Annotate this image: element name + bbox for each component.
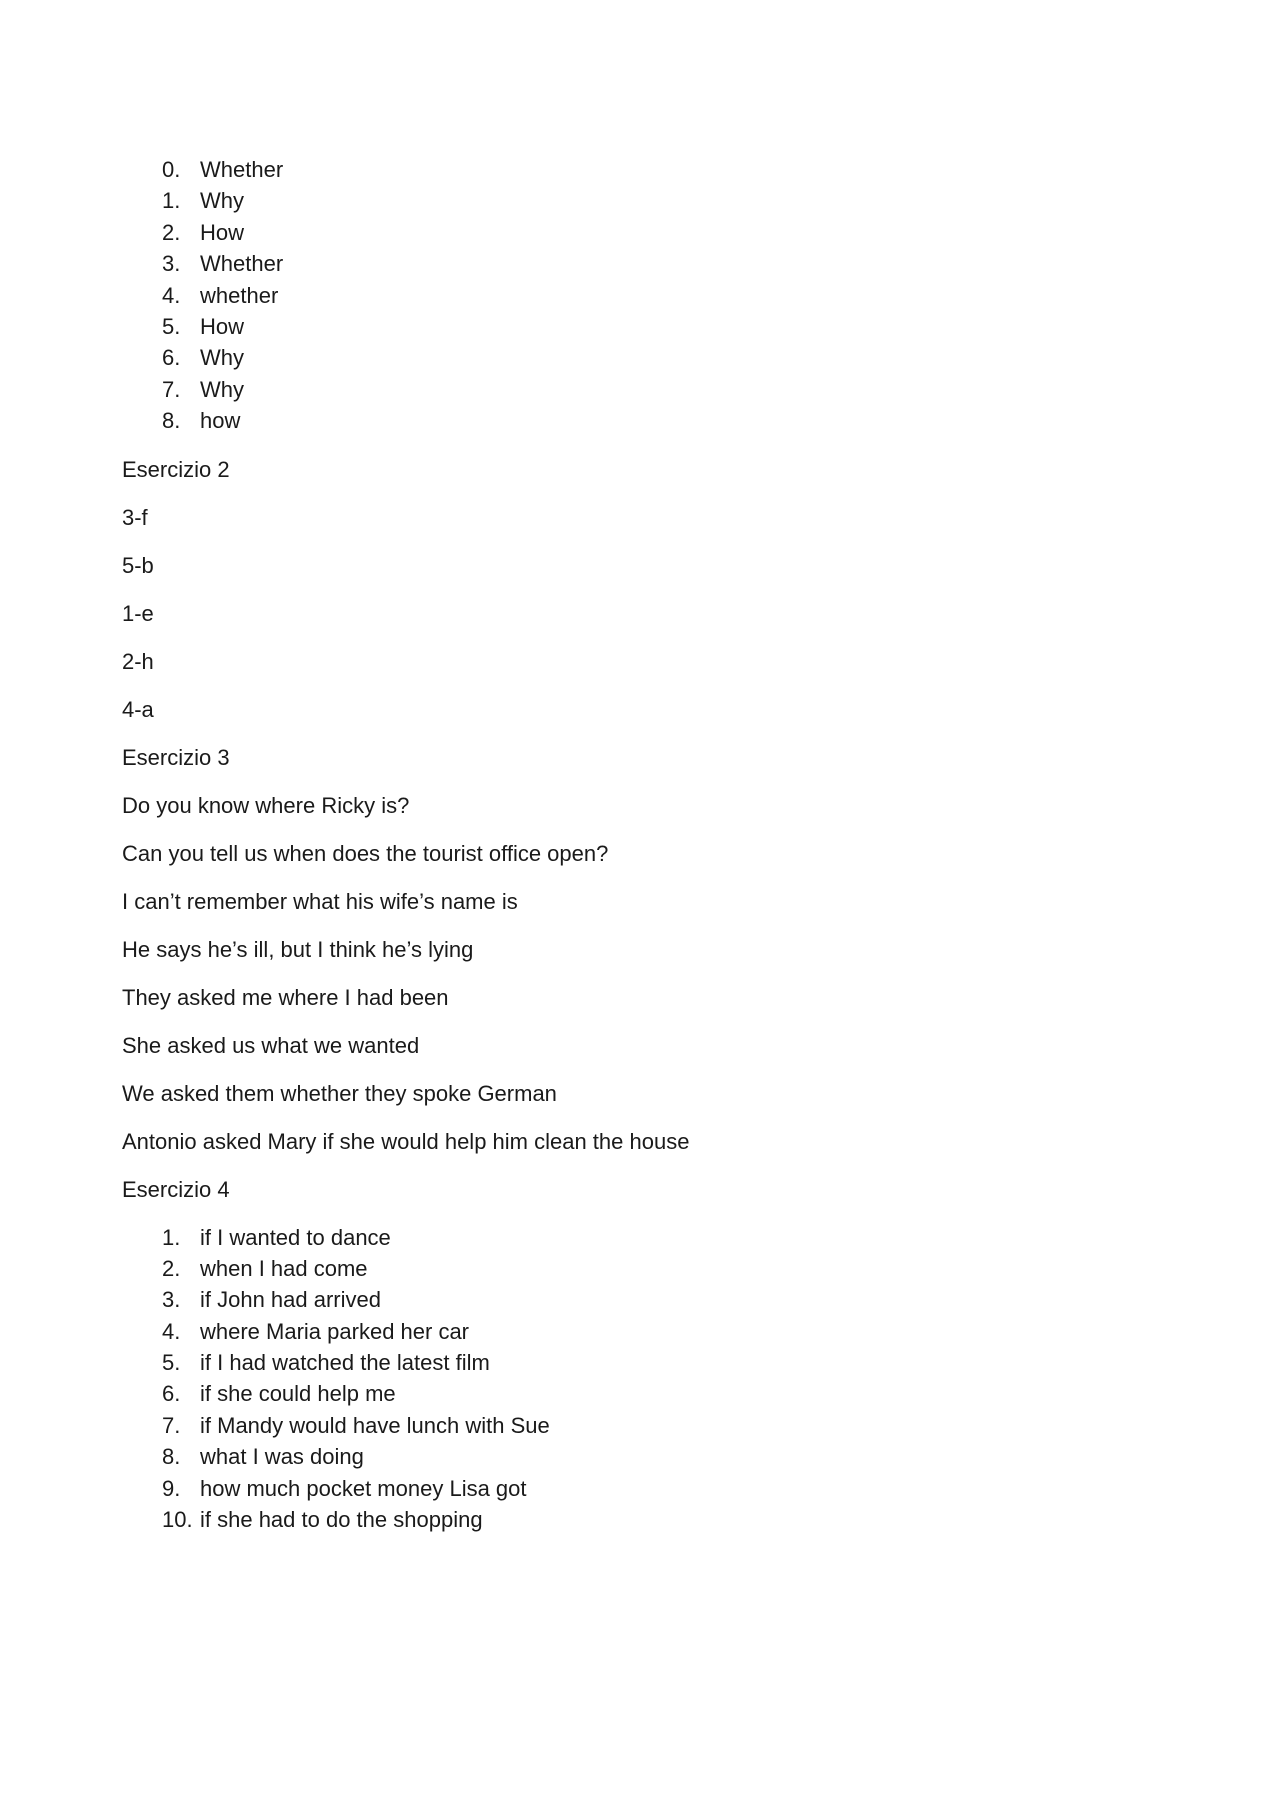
list-item bbox=[122, 1441, 1162, 1472]
item-number: 6. bbox=[162, 1381, 181, 1407]
list-item bbox=[122, 1378, 1162, 1409]
item-number: 1. bbox=[162, 1224, 181, 1250]
item-number: 2. bbox=[162, 219, 181, 245]
item-text: if I wanted to dance bbox=[200, 1224, 391, 1250]
item-number: 3. bbox=[162, 1287, 181, 1313]
list-item bbox=[122, 1410, 1162, 1441]
section-heading-esercizio-4: Esercizio 4 bbox=[122, 1176, 230, 1202]
section-heading-esercizio-3: Esercizio 3 bbox=[122, 744, 230, 770]
item-text: Why bbox=[200, 376, 244, 402]
item-number: 8. bbox=[162, 1444, 181, 1470]
item-text: How bbox=[200, 313, 245, 339]
sentence: She asked us what we wanted bbox=[122, 1032, 420, 1058]
match-answer: 4-a bbox=[122, 696, 154, 722]
list-item bbox=[122, 1222, 1162, 1253]
item-number: 7. bbox=[162, 1412, 181, 1438]
sentence: He says he’s ill, but I think he’s lying bbox=[122, 936, 474, 962]
list-item bbox=[122, 1473, 1162, 1504]
item-number: 2. bbox=[162, 1255, 181, 1281]
list-item bbox=[122, 280, 1162, 311]
item-number: 4. bbox=[162, 1318, 181, 1344]
exercise-1-list bbox=[122, 154, 1162, 437]
sentence: Do you know where Ricky is? bbox=[122, 792, 410, 818]
item-number: 7. bbox=[162, 376, 181, 402]
list-item bbox=[122, 405, 1162, 436]
list-item bbox=[122, 1347, 1162, 1378]
item-text: how much pocket money Lisa got bbox=[200, 1475, 527, 1501]
item-text: Whether bbox=[200, 157, 284, 182]
list-item bbox=[122, 342, 1162, 373]
item-number: 4. bbox=[162, 282, 181, 308]
item-text: if she had to do the shopping bbox=[200, 1507, 483, 1533]
exercise-4-list bbox=[122, 1222, 1162, 1536]
item-text: how bbox=[200, 408, 241, 434]
item-text: if she could help me bbox=[200, 1381, 396, 1407]
item-text: what I was doing bbox=[200, 1444, 364, 1470]
document-content bbox=[122, 154, 1162, 1535]
match-answer: 3-f bbox=[122, 504, 148, 530]
item-text: if Mandy would have lunch with Sue bbox=[200, 1412, 550, 1438]
item-text: Why bbox=[200, 188, 244, 214]
item-number: 9. bbox=[162, 1475, 181, 1501]
item-text: How bbox=[200, 219, 245, 245]
item-text: where Maria parked her car bbox=[200, 1318, 470, 1344]
sentence: Antonio asked Mary if she would help him clean the house bbox=[122, 1128, 690, 1154]
list-item bbox=[122, 1504, 1162, 1535]
item-text: if I had watched the latest film bbox=[200, 1350, 490, 1376]
item-text: whether bbox=[200, 282, 279, 308]
list-item bbox=[122, 1316, 1162, 1347]
item-number: 5. bbox=[162, 1350, 181, 1376]
item-text: if John had arrived bbox=[200, 1287, 381, 1313]
list-item bbox=[122, 185, 1162, 216]
item-number: 3. bbox=[162, 251, 181, 277]
list-item bbox=[122, 311, 1162, 342]
item-text: Why bbox=[200, 345, 244, 371]
match-answer: 2-h bbox=[122, 648, 154, 674]
match-answer: 5-b bbox=[122, 552, 154, 578]
section-heading-esercizio-2: Esercizio 2 bbox=[122, 456, 230, 482]
list-item bbox=[122, 154, 1162, 185]
item-number: 8. bbox=[162, 408, 181, 434]
match-answer: 1-e bbox=[122, 600, 154, 626]
item-number: 5. bbox=[162, 313, 181, 339]
sentence: I can’t remember what his wife’s name is bbox=[122, 888, 518, 914]
item-number: 10. bbox=[162, 1507, 193, 1533]
list-item bbox=[122, 248, 1162, 279]
list-item bbox=[122, 374, 1162, 405]
list-item bbox=[122, 217, 1162, 248]
list-item bbox=[122, 1284, 1162, 1315]
item-number: 1. bbox=[162, 188, 181, 214]
item-number: 0. bbox=[162, 157, 181, 182]
item-text: when I had come bbox=[200, 1255, 368, 1281]
list-item bbox=[122, 1253, 1162, 1284]
sentence: Can you tell us when does the tourist office open? bbox=[122, 840, 609, 866]
item-number: 6. bbox=[162, 345, 181, 371]
sentence: They asked me where I had been bbox=[122, 984, 449, 1010]
item-text: Whether bbox=[200, 251, 284, 277]
sentence: We asked them whether they spoke German bbox=[122, 1080, 557, 1106]
